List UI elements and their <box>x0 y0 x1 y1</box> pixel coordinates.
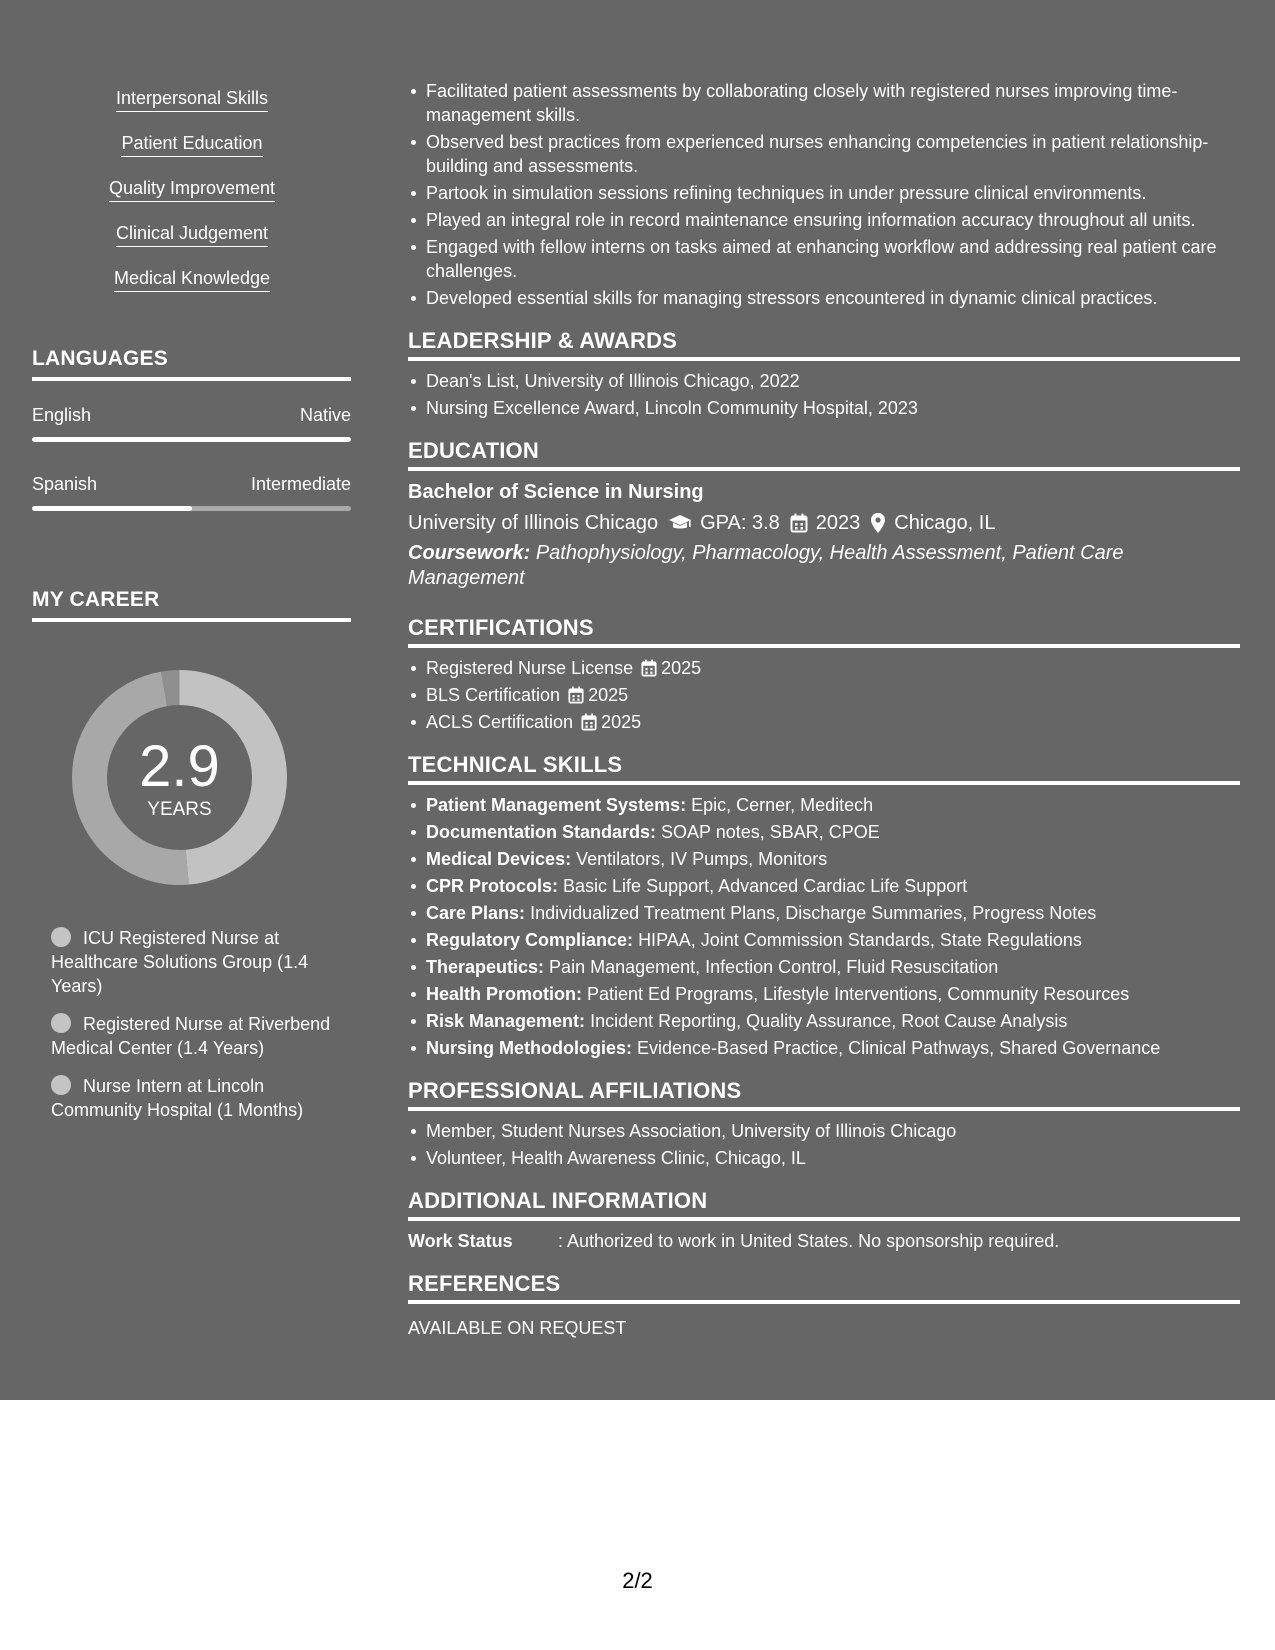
technical-skill-item: Regulatory Compliance: HIPAA, Joint Commission Standards, State Regulations <box>426 928 1240 952</box>
career-item: Registered Nurse at Riverbend Medical Center (1.4 Years) <box>51 1014 331 1058</box>
affiliation-item: Volunteer, Health Awareness Clinic, Chicago, IL <box>426 1146 1240 1170</box>
language-name: English <box>32 405 92 425</box>
map-pin-icon <box>870 512 886 534</box>
technical-skill-item: CPR Protocols: Basic Life Support, Advanced Cardiac Life Support <box>426 874 1240 898</box>
skill-tag: Interpersonal Skills <box>116 86 268 112</box>
technical-skill-item: Health Promotion: Patient Ed Programs, Lifestyle Interventions, Community Resources <box>426 982 1240 1006</box>
technical-skill-item: Patient Management Systems: Epic, Cerner, Meditech <box>426 793 1240 817</box>
education-location: Chicago, IL <box>894 512 996 534</box>
technical-skills-heading: TECHNICAL SKILLS <box>408 750 1240 785</box>
certifications-heading: CERTIFICATIONS <box>408 613 1240 648</box>
skill-tag: Patient Education <box>121 131 262 157</box>
calendar-icon <box>641 659 657 677</box>
affiliations-list <box>408 1119 1240 1170</box>
calendar-icon <box>581 713 597 731</box>
education-heading: EDUCATION <box>408 436 1240 471</box>
language-level: Native <box>299 405 351 425</box>
language-bar <box>32 506 351 511</box>
language-bar-fill <box>32 506 192 511</box>
education-gpa: GPA: 3.8 <box>700 512 780 534</box>
coursework-list: Pathophysiology, Pharmacology, Health Assessment, Patient Care Management <box>408 542 1124 589</box>
language-bar-fill <box>32 437 351 442</box>
education-year: 2023 <box>815 512 861 534</box>
affiliations-heading: PROFESSIONAL AFFILIATIONS <box>408 1076 1240 1111</box>
technical-skills-list <box>408 793 1240 1060</box>
bullet-dot-icon <box>51 1075 71 1095</box>
experience-bullet: Partook in simulation sessions refining techniques in under pressure clinical environments. <box>426 181 1240 205</box>
certification-item: BLS Certification 2025 <box>426 683 1240 707</box>
graduation-cap-icon <box>668 514 692 532</box>
work-status-label: Work Status <box>408 1231 513 1251</box>
languages-heading: LANGUAGES <box>32 345 351 381</box>
experience-bullet: Engaged with fellow interns on tasks aimed at enhancing workflow and addressing real patient care challenges. <box>426 235 1240 283</box>
education-coursework <box>408 541 1240 591</box>
education-school: University of Illinois Chicago <box>408 512 659 534</box>
work-status-value: : Authorized to work in United States. No sponsorship required. <box>558 1231 1060 1251</box>
career-total-unit: YEARS <box>147 799 212 820</box>
affiliation-item: Member, Student Nurses Association, University of Illinois Chicago <box>426 1119 1240 1143</box>
skill-tag: Quality Improvement <box>109 176 275 202</box>
language-name: Spanish <box>32 474 98 494</box>
experience-bullet: Developed essential skills for managing stressors encountered in dynamic clinical practices. <box>426 286 1240 310</box>
award-item: Dean's List, University of Illinois Chicago, 2022 <box>426 369 1240 393</box>
career-item: Nurse Intern at Lincoln Community Hospital (1 Months) <box>51 1076 304 1120</box>
experience-bullet: Facilitated patient assessments by collaborating closely with registered nurses improving time-management skills. <box>426 79 1240 127</box>
education-degree: Bachelor of Science in Nursing <box>408 481 704 503</box>
certifications-list <box>408 656 1240 734</box>
calendar-icon <box>790 513 808 533</box>
technical-skill-item: Care Plans: Individualized Treatment Plans, Discharge Summaries, Progress Notes <box>426 901 1240 925</box>
leadership-heading: LEADERSHIP & AWARDS <box>408 326 1240 361</box>
right-column <box>408 79 1240 1340</box>
certification-item: ACLS Certification 2025 <box>426 710 1240 734</box>
leadership-list <box>408 369 1240 420</box>
calendar-icon <box>568 686 584 704</box>
career-heading: MY CAREER <box>32 586 351 622</box>
technical-skill-item: Therapeutics: Pain Management, Infection Control, Fluid Resuscitation <box>426 955 1240 979</box>
skill-tag: Clinical Judgement <box>116 221 268 247</box>
certification-item: Registered Nurse License 2025 <box>426 656 1240 680</box>
experience-bullet: Played an integral role in record maintenance ensuring information accuracy throughout all units. <box>426 208 1240 232</box>
references-text: AVAILABLE ON REQUEST <box>408 1318 627 1338</box>
bullet-dot-icon <box>51 1013 71 1033</box>
additional-info-heading: ADDITIONAL INFORMATION <box>408 1186 1240 1221</box>
coursework-label: Coursework: <box>408 542 531 564</box>
technical-skill-item: Risk Management: Incident Reporting, Quality Assurance, Root Cause Analysis <box>426 1009 1240 1033</box>
experience-bullet: Observed best practices from experienced nurses enhancing competencies in patient relationship-building and assessments. <box>426 130 1240 178</box>
work-status-row <box>408 1229 1240 1253</box>
skill-tag: Medical Knowledge <box>114 266 270 292</box>
experience-bullets <box>408 79 1240 310</box>
education-meta <box>408 510 1240 536</box>
language-level: Intermediate <box>250 474 351 494</box>
career-item: ICU Registered Nurse at Healthcare Solutions Group (1.4 Years) <box>51 928 309 996</box>
technical-skill-item: Nursing Methodologies: Evidence-Based Practice, Clinical Pathways, Shared Governance <box>426 1036 1240 1060</box>
technical-skill-item: Medical Devices: Ventilators, IV Pumps, Monitors <box>426 847 1240 871</box>
career-total-years: 2.9 <box>139 734 220 799</box>
technical-skill-item: Documentation Standards: SOAP notes, SBAR, CPOE <box>426 820 1240 844</box>
career-list <box>51 926 331 1136</box>
bullet-dot-icon <box>51 927 71 947</box>
references-heading: REFERENCES <box>408 1269 1240 1304</box>
skills-list <box>32 86 352 311</box>
career-donut-chart <box>67 665 292 890</box>
award-item: Nursing Excellence Award, Lincoln Community Hospital, 2023 <box>426 396 1240 420</box>
page-number: 2/2 <box>622 1568 653 1593</box>
language-bar <box>32 437 351 442</box>
